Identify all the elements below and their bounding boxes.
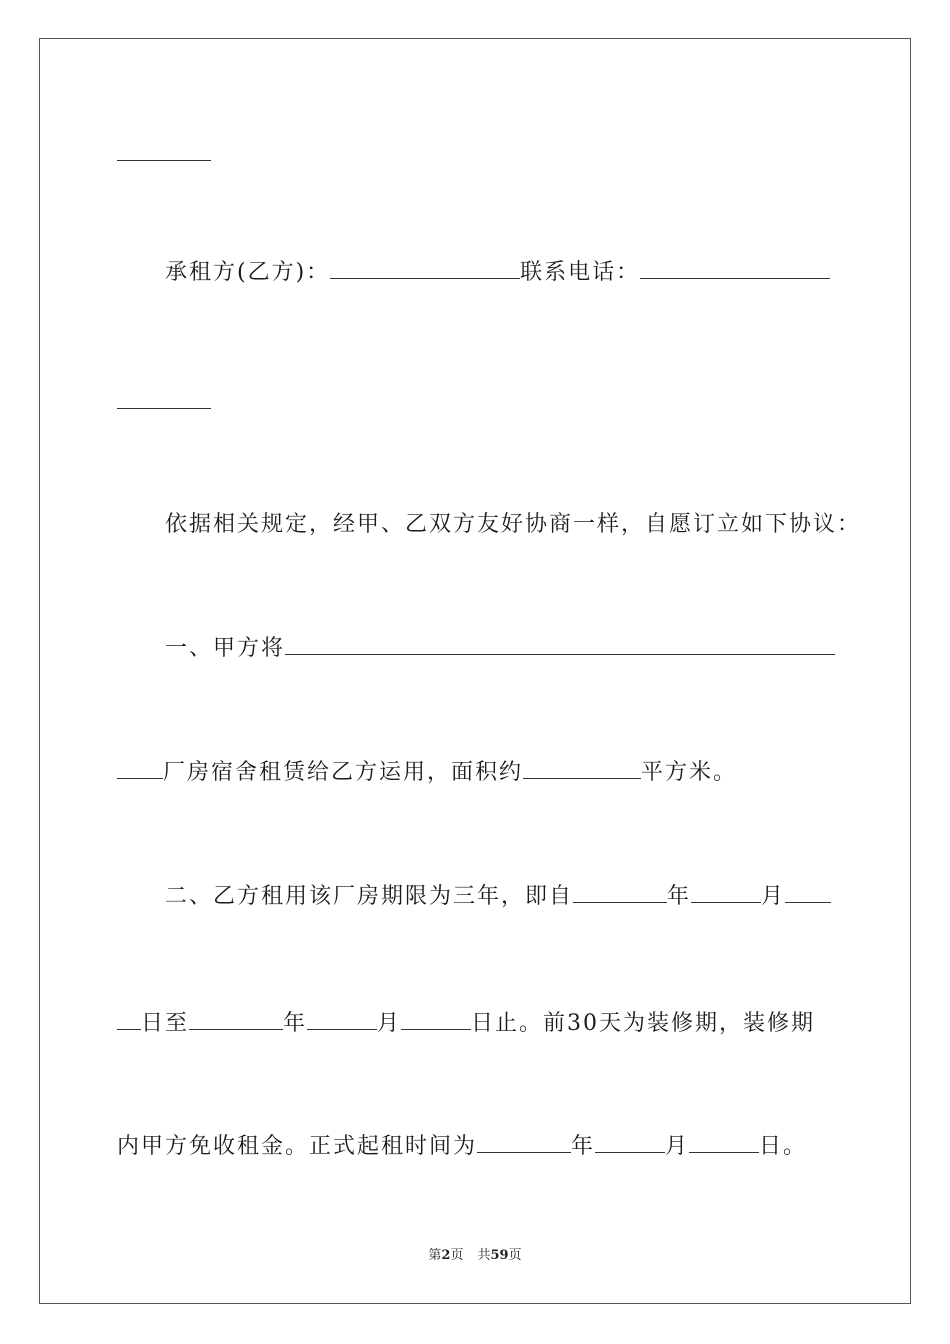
day-end-label: 日止。前30天为装修期，装修期: [471, 1011, 816, 1036]
start-day-blank[interactable]: [785, 876, 831, 903]
rent-month-blank[interactable]: [595, 1126, 665, 1153]
clause1-cont-line: [117, 752, 837, 792]
clause1-cont2: 平方米。: [641, 760, 738, 785]
clause1-start: 一、甲方将: [165, 636, 286, 661]
total-prefix: 共: [477, 1248, 491, 1263]
year-label: 年: [667, 884, 692, 909]
party-b-line: [165, 252, 845, 292]
day-to-label: 日至: [141, 1011, 190, 1036]
clause1-cont1: 厂房宿舍租赁给乙方运用，面积约: [163, 760, 524, 785]
day-label: 日。: [759, 1134, 808, 1159]
page-number: 2: [441, 1248, 451, 1263]
doc-line-3: [117, 382, 837, 422]
year-label: 年: [283, 1011, 308, 1036]
rent-year-blank[interactable]: [477, 1126, 571, 1153]
clause2-line3-text: 内甲方免收租金。正式起租时间为: [117, 1134, 478, 1159]
clause1-line: [165, 628, 845, 668]
clause2-cont-line: [117, 1003, 837, 1043]
fill-blank[interactable]: [117, 134, 211, 161]
start-year-blank[interactable]: [573, 876, 667, 903]
total-pages: 59: [490, 1248, 509, 1263]
party-b-label: 承租方(乙方)：: [165, 260, 331, 285]
start-month-blank[interactable]: [691, 876, 761, 903]
page-suffix: 页: [450, 1248, 464, 1263]
fill-blank[interactable]: [117, 382, 211, 409]
end-month-blank[interactable]: [307, 1003, 377, 1030]
phone-blank[interactable]: [640, 252, 830, 279]
clause2-start: 二、乙方租用该厂房期限为三年，即自: [165, 884, 574, 909]
clause1-cont-blank[interactable]: [117, 752, 163, 779]
phone-label: 联系电话：: [520, 260, 641, 285]
month-label: 月: [665, 1134, 690, 1159]
clause1-blank[interactable]: [285, 628, 835, 655]
start-day-blank-cont[interactable]: [117, 1003, 141, 1030]
month-label: 月: [377, 1011, 402, 1036]
page-footer: [0, 1246, 950, 1266]
year-label: 年: [571, 1134, 596, 1159]
end-day-blank[interactable]: [401, 1003, 471, 1030]
page-prefix: 第: [428, 1248, 442, 1263]
end-year-blank[interactable]: [189, 1003, 283, 1030]
intro-line: [165, 505, 862, 545]
total-suffix: 页: [508, 1248, 522, 1263]
month-label: 月: [761, 884, 786, 909]
page-border: [39, 38, 911, 1304]
intro-text: 依据相关规定，经甲、乙双方友好协商一样，自愿订立如下协议：: [165, 512, 862, 537]
party-b-blank[interactable]: [330, 252, 520, 279]
clause2-line3: [117, 1126, 837, 1166]
area-blank[interactable]: [523, 752, 641, 779]
clause2-line: [165, 876, 845, 916]
doc-line-1: [117, 134, 837, 174]
rent-day-blank[interactable]: [689, 1126, 759, 1153]
